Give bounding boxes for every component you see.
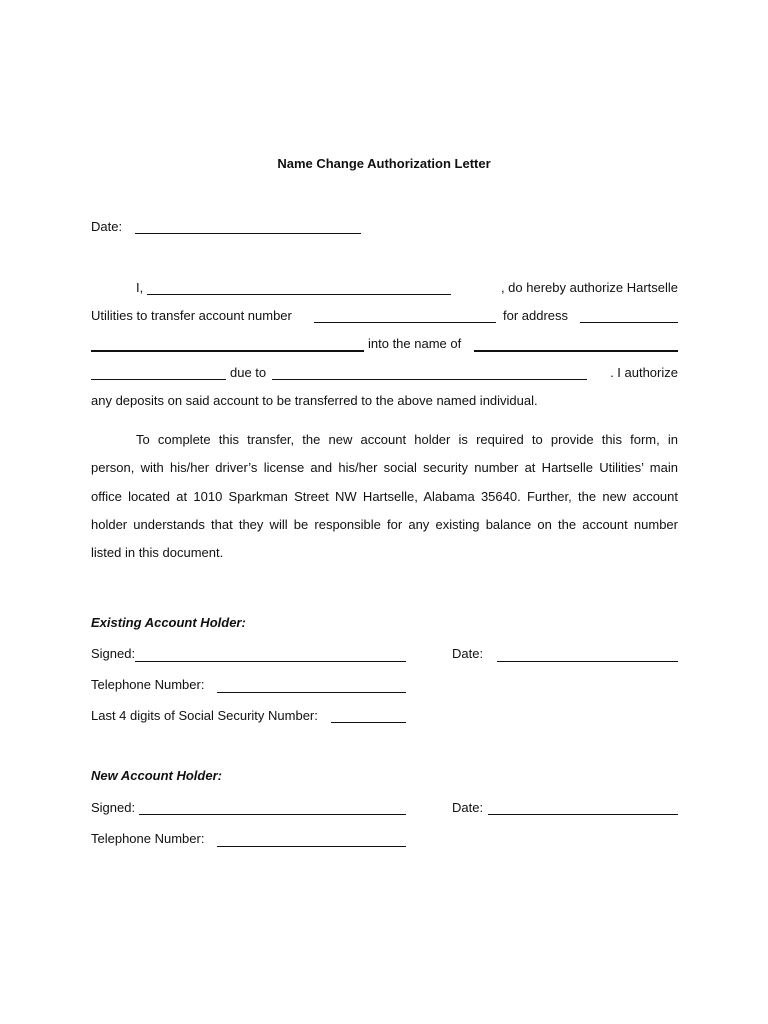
address-blank-2[interactable] bbox=[91, 350, 364, 352]
date-blank[interactable] bbox=[135, 233, 361, 234]
existing-ssn-blank[interactable] bbox=[331, 722, 406, 723]
existing-date-label: Date: bbox=[452, 646, 484, 661]
para2-line5: listed in this document. bbox=[91, 545, 224, 560]
new-date-blank[interactable] bbox=[488, 814, 678, 815]
new-name-blank-2[interactable] bbox=[91, 379, 226, 380]
para2-line4: holder understands that they will be responsible for any existing balance on the account number bbox=[91, 517, 678, 532]
para2-line3: office located at 1010 Sparkman Street NW Hartselle, Alabama 35640. Further, the new account bbox=[91, 489, 678, 504]
existing-signed-label: Signed: bbox=[91, 646, 136, 661]
para1-line1-end: , do hereby authorize Hartselle bbox=[500, 280, 678, 295]
new-telephone-label: Telephone Number: bbox=[91, 831, 205, 846]
new-date-label: Date: bbox=[452, 800, 484, 815]
para1-line5: any deposits on said account to be transferred to the above named individual. bbox=[91, 393, 538, 408]
new-signed-blank[interactable] bbox=[139, 814, 406, 815]
existing-signed-blank[interactable] bbox=[135, 661, 406, 662]
para1-line2-start: Utilities to transfer account number bbox=[91, 308, 292, 323]
address-blank-1[interactable] bbox=[580, 322, 678, 323]
para1-for-address: for address bbox=[503, 308, 569, 323]
para1-due-to: due to bbox=[230, 365, 267, 380]
new-holder-heading: New Account Holder: bbox=[91, 768, 222, 783]
name-blank[interactable] bbox=[147, 294, 451, 295]
para2-line1: To complete this transfer, the new account holder is required to provide this form, in bbox=[136, 432, 678, 447]
date-label: Date: bbox=[91, 219, 123, 234]
existing-ssn-label: Last 4 digits of Social Security Number: bbox=[91, 708, 318, 723]
para1-line4-end: . I authorize bbox=[610, 365, 678, 380]
existing-holder-heading: Existing Account Holder: bbox=[91, 615, 246, 630]
existing-date-blank[interactable] bbox=[497, 661, 678, 662]
new-telephone-blank[interactable] bbox=[217, 846, 406, 847]
para1-line1-start: I, bbox=[136, 280, 144, 295]
new-signed-label: Signed: bbox=[91, 800, 136, 815]
reason-blank[interactable] bbox=[272, 379, 587, 380]
account-number-blank[interactable] bbox=[314, 322, 496, 323]
para2-line2: person, with his/her driver’s license and his/her social security number at Hartselle Utilities’ main bbox=[91, 460, 678, 475]
page-title: Name Change Authorization Letter bbox=[277, 156, 491, 171]
existing-telephone-label: Telephone Number: bbox=[91, 677, 205, 692]
new-name-blank[interactable] bbox=[474, 350, 678, 352]
existing-telephone-blank[interactable] bbox=[217, 692, 406, 693]
para1-into-name: into the name of bbox=[368, 336, 462, 351]
